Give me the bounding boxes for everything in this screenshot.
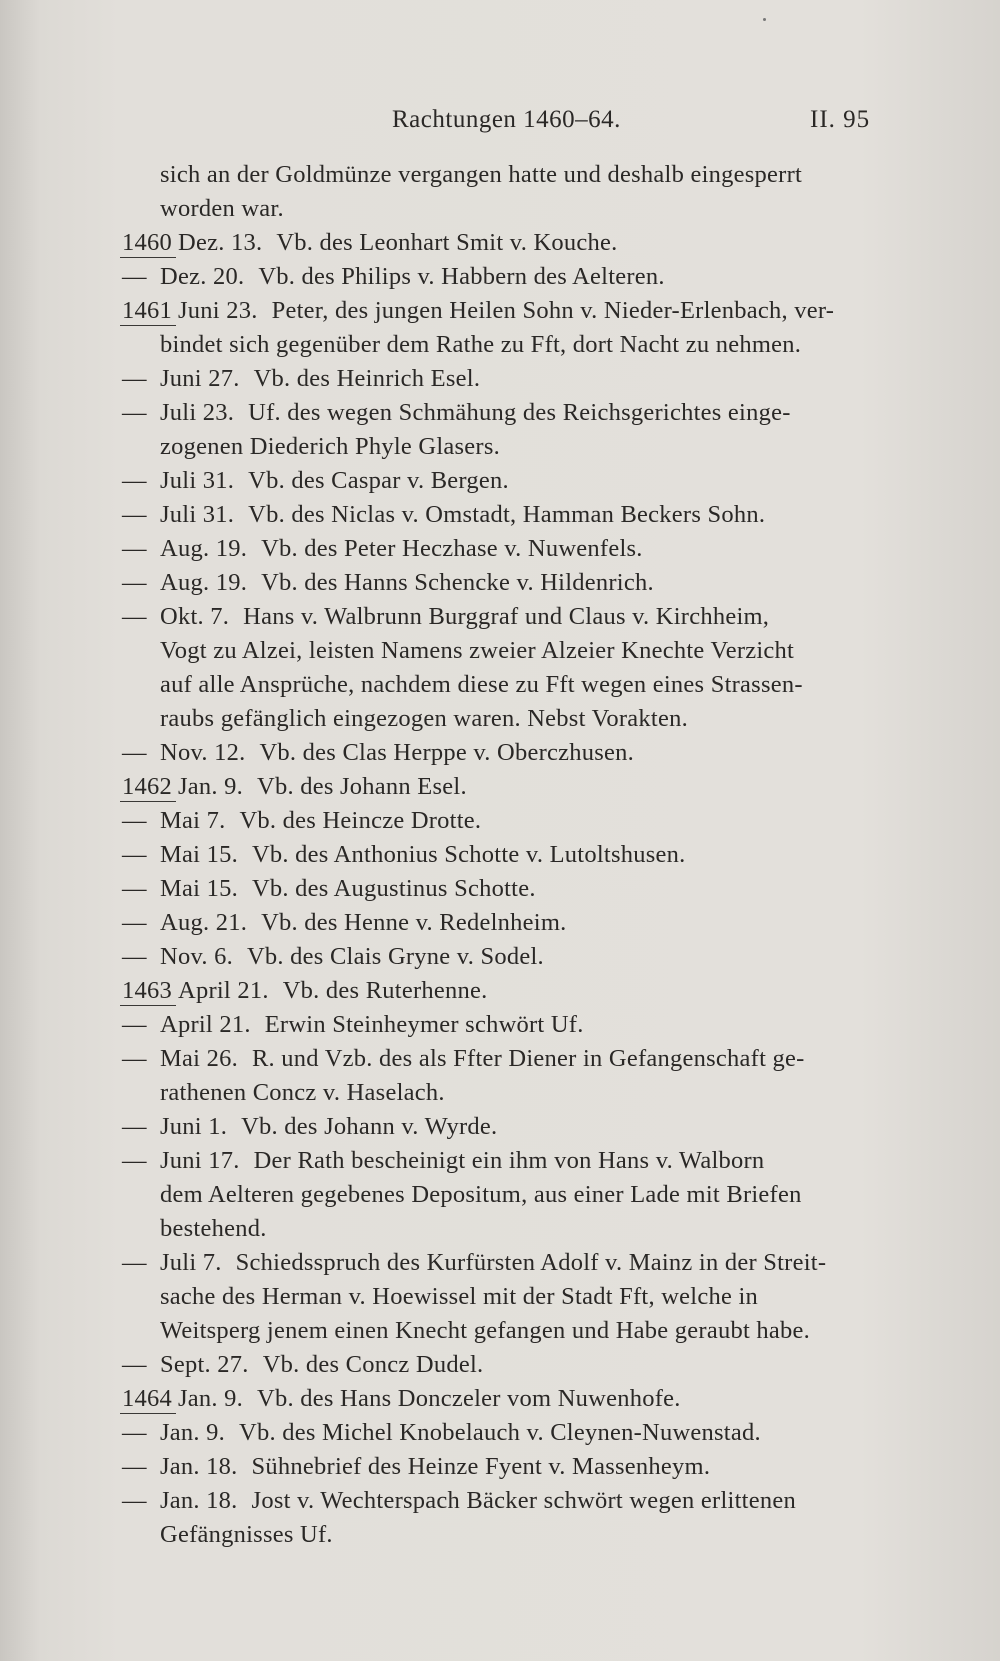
- register-entry: [122, 464, 902, 498]
- entry-text: Peter, des jungen Heilen Sohn v. Nieder-Erlenbach, ver-: [271, 297, 835, 324]
- entry-continuation-line: [122, 1314, 902, 1348]
- entry-date: Dez. 20.: [160, 263, 245, 290]
- entry-date: Jan. 9.: [178, 1385, 244, 1412]
- entry-text: Vb. des Heinrich Esel.: [253, 365, 481, 392]
- entry-text: Sühnebrief des Heinze Fyent v. Massenheym.: [251, 1453, 711, 1480]
- entry-continuation-line: [122, 1178, 902, 1212]
- ditto-dash: —: [122, 1249, 147, 1276]
- entry-continuation-line: [122, 1076, 902, 1110]
- entry-text: bestehend.: [160, 1215, 267, 1242]
- entry-year: 1462: [122, 770, 172, 804]
- ditto-dash: —: [122, 569, 147, 596]
- register-entry: [122, 1348, 902, 1382]
- register-entry: [122, 600, 902, 634]
- register-entry: [122, 566, 902, 600]
- entry-text: Schiedsspruch des Kurfürsten Adolf v. Mainz in der Streit-: [235, 1249, 827, 1276]
- register-entries: [122, 158, 902, 1552]
- register-entry: [122, 736, 902, 770]
- entry-text: Vb. des Clas Herppe v. Oberczhusen.: [259, 739, 635, 766]
- entry-date: Juli 31.: [160, 467, 235, 494]
- register-entry: [122, 770, 902, 804]
- entry-continuation-line: [122, 668, 902, 702]
- entry-text: Hans v. Walbrunn Burggraf und Claus v. Kirchheim,: [243, 603, 770, 630]
- entry-text: Vb. des Philips v. Habbern des Aelteren.: [258, 263, 665, 290]
- entry-text: worden war.: [160, 195, 284, 222]
- register-entry: [122, 1382, 902, 1416]
- register-entry: [122, 532, 902, 566]
- ditto-dash: —: [122, 535, 147, 562]
- ditto-dash: —: [122, 603, 147, 630]
- entry-date: Juni 17.: [160, 1147, 240, 1174]
- entry-text: Vb. des Heincze Drotte.: [239, 807, 482, 834]
- entry-text: Vb. des Anthonius Schotte v. Lutoltshusen.: [251, 841, 686, 868]
- register-entry: [122, 1042, 902, 1076]
- entry-date: Juni 27.: [160, 365, 240, 392]
- entry-text: Gefängnisses Uf.: [160, 1521, 333, 1548]
- entry-text: Vb. des Caspar v. Bergen.: [248, 467, 509, 494]
- entry-date: Juni 23.: [178, 297, 258, 324]
- register-entry: [122, 872, 902, 906]
- ditto-dash: —: [122, 399, 147, 426]
- entry-date: Aug. 19.: [160, 535, 248, 562]
- register-entry: [122, 804, 902, 838]
- register-entry: [122, 838, 902, 872]
- entry-year: 1463: [122, 974, 172, 1008]
- entry-date: Mai 15.: [160, 875, 238, 902]
- register-entry: [122, 260, 902, 294]
- register-entry: [122, 906, 902, 940]
- entry-text: Erwin Steinheymer schwört Uf.: [264, 1011, 584, 1038]
- entry-text: Vb. des Leonhart Smit v. Kouche.: [276, 229, 618, 256]
- entry-text: Vb. des Hanns Schencke v. Hildenrich.: [261, 569, 654, 596]
- entry-date: Juli 23.: [160, 399, 235, 426]
- entry-text: bindet sich gegenüber dem Rathe zu Fft, dort Nacht zu nehmen.: [160, 331, 802, 358]
- entry-text: sache des Herman v. Hoewissel mit der Stadt Fft, welche in: [160, 1283, 759, 1310]
- entry-text: Vb. des Henne v. Redelnheim.: [261, 909, 567, 936]
- entry-date: Aug. 21.: [160, 909, 248, 936]
- entry-continuation-line: [122, 702, 902, 736]
- entry-text: sich an der Goldmünze vergangen hatte und deshalb eingesperrt: [160, 161, 803, 188]
- entry-continuation-line: [122, 1212, 902, 1246]
- entry-continuation-line: [122, 430, 902, 464]
- entry-continuation-line: [122, 1280, 902, 1314]
- entry-date: Juni 1.: [160, 1113, 228, 1140]
- entry-text: Vb. des Hans Donczeler vom Nuwenhofe.: [257, 1385, 681, 1412]
- entry-text: Vb. des Concz Dudel.: [262, 1351, 484, 1378]
- entry-year: 1460: [122, 226, 172, 260]
- ditto-dash: —: [122, 943, 147, 970]
- entry-text: Vb. des Ruterhenne.: [282, 977, 488, 1004]
- ditto-dash: —: [122, 841, 147, 868]
- register-entry: [122, 362, 902, 396]
- entry-date: Dez. 13.: [178, 229, 263, 256]
- entry-continuation-line: [122, 634, 902, 668]
- register-entry: [122, 226, 902, 260]
- entry-text: rathenen Concz v. Haselach.: [160, 1079, 445, 1106]
- entry-date: Okt. 7.: [160, 603, 230, 630]
- entry-year: 1461: [122, 294, 172, 328]
- entry-date: Juli 7.: [160, 1249, 222, 1276]
- register-entry: [122, 1484, 902, 1518]
- ditto-dash: —: [122, 1351, 147, 1378]
- entry-text: Vb. des Augustinus Schotte.: [251, 875, 536, 902]
- header-title: Rachtungen 1460–64.: [392, 106, 621, 133]
- ditto-dash: —: [122, 875, 147, 902]
- ditto-dash: —: [122, 501, 147, 528]
- entry-date: Aug. 19.: [160, 569, 248, 596]
- entry-date: Juli 31.: [160, 501, 235, 528]
- entry-date: Jan. 18.: [160, 1453, 238, 1480]
- register-entry: [122, 396, 902, 430]
- entry-continuation-line: [122, 328, 902, 362]
- entry-date: Mai 7.: [160, 807, 226, 834]
- ditto-dash: —: [122, 1487, 147, 1514]
- entry-date: Jan. 9.: [178, 773, 244, 800]
- ditto-dash: —: [122, 365, 147, 392]
- entry-text: Vb. des Peter Heczhase v. Nuwenfels.: [261, 535, 643, 562]
- entry-date: April 21.: [160, 1011, 251, 1038]
- entry-year: 1464: [122, 1382, 172, 1416]
- entry-continuation-line: [122, 158, 902, 192]
- entry-date: Sept. 27.: [160, 1351, 249, 1378]
- ditto-dash: —: [122, 1045, 147, 1072]
- ditto-dash: —: [122, 1453, 147, 1480]
- entry-text: Vb. des Clais Gryne v. Sodel.: [246, 943, 544, 970]
- entry-text: Vogt zu Alzei, leisten Namens zweier Alzeier Knechte Verzicht: [160, 637, 795, 664]
- ditto-dash: —: [122, 1419, 147, 1446]
- ditto-dash: —: [122, 1113, 147, 1140]
- entry-continuation-line: [122, 1518, 902, 1552]
- running-header: [0, 106, 1000, 146]
- entry-text: auf alle Ansprüche, nachdem diese zu Fft wegen eines Strassen-: [160, 671, 803, 698]
- register-entry: [122, 940, 902, 974]
- entry-date: Nov. 12.: [160, 739, 246, 766]
- entry-date: Mai 26.: [160, 1045, 238, 1072]
- register-entry: [122, 1416, 902, 1450]
- entry-text: Der Rath bescheinigt ein ihm von Hans v. Walborn: [253, 1147, 765, 1174]
- ditto-dash: —: [122, 807, 147, 834]
- entry-text: Vb. des Michel Knobelauch v. Cleynen-Nuwenstad.: [239, 1419, 761, 1446]
- ditto-dash: —: [122, 467, 147, 494]
- page-speck: [763, 18, 766, 21]
- header-page-number: II. 95: [810, 106, 871, 133]
- entry-text: Vb. des Johann v. Wyrde.: [241, 1113, 498, 1140]
- ditto-dash: —: [122, 263, 147, 290]
- entry-continuation-line: [122, 192, 902, 226]
- entry-text: Vb. des Niclas v. Omstadt, Hamman Beckers Sohn.: [248, 501, 766, 528]
- entry-text: dem Aelteren gegebenes Depositum, aus einer Lade mit Briefen: [160, 1181, 802, 1208]
- entry-text: Uf. des wegen Schmähung des Reichsgerichtes einge-: [248, 399, 791, 426]
- entry-text: R. und Vzb. des als Ffter Diener in Gefangenschaft ge-: [251, 1045, 805, 1072]
- register-entry: [122, 974, 902, 1008]
- register-entry: [122, 1450, 902, 1484]
- entry-text: Weitsperg jenem einen Knecht gefangen und Habe geraubt habe.: [160, 1317, 811, 1344]
- entry-date: Mai 15.: [160, 841, 238, 868]
- register-entry: [122, 1246, 902, 1280]
- entry-text: Jost v. Wechterspach Bäcker schwört wegen erlittenen: [251, 1487, 796, 1514]
- entry-text: Vb. des Johann Esel.: [257, 773, 467, 800]
- register-entry: [122, 1008, 902, 1042]
- entry-date: April 21.: [178, 977, 269, 1004]
- register-entry: [122, 294, 902, 328]
- ditto-dash: —: [122, 909, 147, 936]
- entry-date: Nov. 6.: [160, 943, 233, 970]
- register-entry: [122, 498, 902, 532]
- entry-text: raubs gefänglich eingezogen waren. Nebst Vorakten.: [160, 705, 688, 732]
- ditto-dash: —: [122, 739, 147, 766]
- register-entry: [122, 1144, 902, 1178]
- ditto-dash: —: [122, 1147, 147, 1174]
- register-entry: [122, 1110, 902, 1144]
- ditto-dash: —: [122, 1011, 147, 1038]
- entry-date: Jan. 9.: [160, 1419, 226, 1446]
- entry-text: zogenen Diederich Phyle Glasers.: [160, 433, 500, 460]
- entry-date: Jan. 18.: [160, 1487, 238, 1514]
